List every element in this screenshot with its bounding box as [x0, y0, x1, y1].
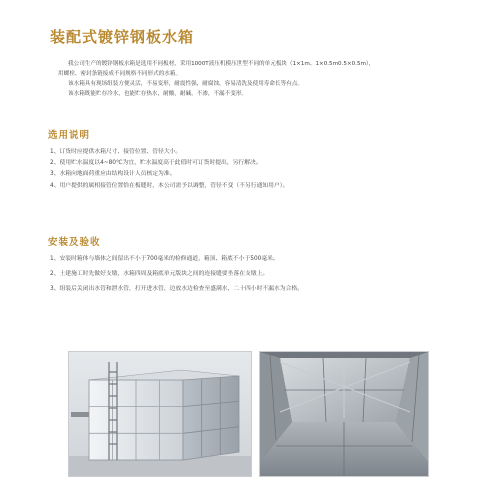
list-item: 2、土建施工时先做好支墩，水箱四周及箱底单元版块之间的连接缝要坐落在支墩上。 [50, 271, 269, 277]
tank-interior-photo [259, 351, 429, 477]
list-item: 1、订货时应提供水箱尺寸、接管位置、管径大小。 [50, 149, 182, 155]
list-item: 4、用户提供的属相接管位置恰在板缝时，本公司需予以调整，管径不变（不另行通知用户）。 [50, 182, 289, 189]
selection-heading: 选用说明 [48, 130, 91, 141]
tank-exterior-photo [68, 351, 252, 477]
installation-list [50, 252, 480, 297]
intro-line: 该水箱既能贮存冷水，也能贮存热水，耐酸，耐碱，不渗，不漏不变形。 [68, 91, 248, 97]
list-item: 3、水箱向地面荷重应由结构设计人员核定为准。 [50, 171, 176, 178]
page-title: 装配式镀锌钢板水箱 [50, 28, 195, 46]
intro-text [58, 59, 488, 99]
intro-line: 用螺栓、密封条链接成不同规格不同形式的水箱。 [58, 71, 182, 77]
list-item: 3、组装后关闭出水管和泄水管，打开进水管，边放水边检查至盛满水，二十四小时不漏水为合格。 [50, 286, 303, 292]
list-item: 1、安装时箱体与墙体之间留出不小于700毫米的检修通道，箱顶、箱底不小于500毫米。 [50, 256, 279, 262]
installation-heading: 安装及验收 [48, 237, 101, 248]
intro-line: 该水箱具有现场组装方便灵活，不易变形，耐震性强，耐腐蚀，容易清洗及使用寿命长等有点。 [68, 81, 303, 87]
list-item: 2、使用贮水温度以4~80℃为宜，贮水温度高于此值时可订货时提出，另行解决。 [50, 160, 262, 167]
selection-list [50, 147, 480, 192]
intro-line: 我公司生产的镀锌钢板水箱是选用不同板材，采用1000T液压机模压世型不同的单元板块（1×1m、1×0.5m0.5×0.5m）， [68, 61, 375, 67]
